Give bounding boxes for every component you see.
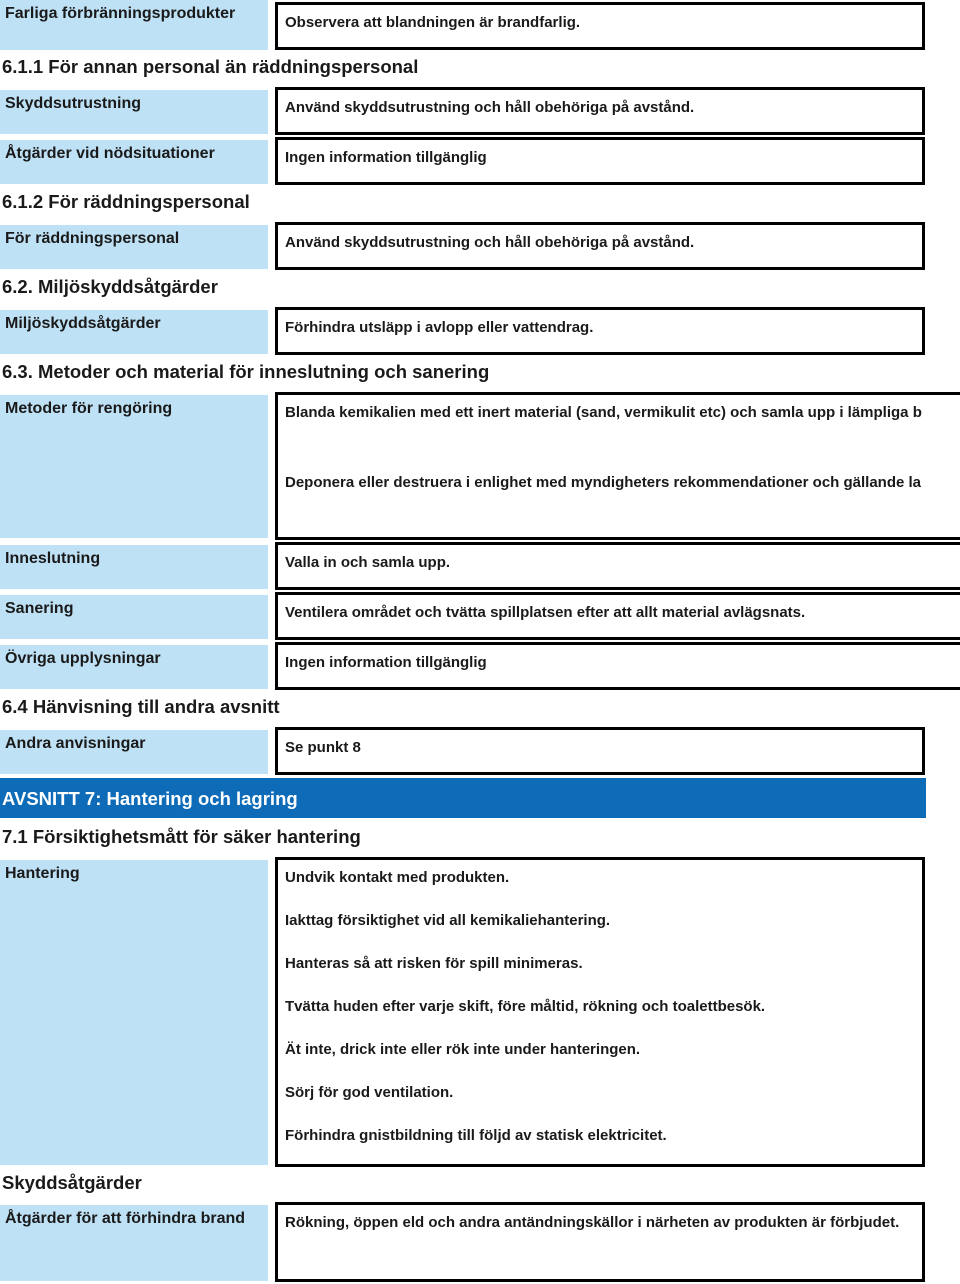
handling-line: Iakttag försiktighet vid all kemikaliehantering.	[285, 912, 611, 929]
handling-line: Förhindra gnistbildning till följd av statisk elektricitet.	[285, 1127, 667, 1144]
value-emergency-procedures: Ingen information tillgänglig	[275, 137, 925, 185]
value-handling	[275, 857, 925, 1167]
label-emergency-responders: För räddningspersonal	[0, 225, 268, 269]
label-containment: Inneslutning	[0, 545, 268, 589]
handling-line: Sörj för god ventilation.	[285, 1084, 454, 1101]
handling-line: Ät inte, drick inte eller rök inte under hanteringen.	[285, 1041, 641, 1058]
label-cleaning-methods-text: Metoder för rengöring	[5, 400, 173, 417]
cleaning-line-1: Blanda kemikalien med ett inert material (sand, vermikulit etc) och samla upp i lämpliga b	[285, 404, 922, 421]
handling-line: Undvik kontakt med produkten.	[285, 869, 510, 886]
heading-7-1: 7.1 Försiktighetsmått för säker hantering	[2, 826, 361, 847]
handling-line: Tvätta huden efter varje skift, före måltid, rökning och toalettbesök.	[285, 998, 766, 1015]
label-protective-equipment: Skyddsutrustning	[0, 90, 268, 134]
handling-line: Hanteras så att risken för spill minimeras.	[285, 955, 583, 972]
heading-6-3: 6.3. Metoder och material för inneslutning och sanering	[2, 361, 490, 382]
label-other-information: Övriga upplysningar	[0, 645, 268, 689]
label-sanitation: Sanering	[0, 595, 268, 639]
value-cleaning-methods	[275, 392, 960, 540]
heading-protective-measures: Skyddsåtgärder	[2, 1172, 142, 1193]
heading-6-1-1: 6.1.1 För annan personal än räddningspersonal	[2, 56, 419, 77]
value-containment: Valla in och samla upp.	[275, 542, 960, 590]
section-7-banner: AVSNITT 7: Hantering och lagring	[0, 778, 926, 818]
label-emergency-procedures: Åtgärder vid nödsituationer	[0, 140, 268, 184]
value-environmental-precautions: Förhindra utsläpp i avlopp eller vattendrag.	[275, 307, 925, 355]
value-other-references: Se punkt 8	[275, 727, 925, 775]
value-combustion-products: Observera att blandningen är brandfarlig.	[275, 2, 925, 50]
label-environmental-precautions: Miljöskyddsåtgärder	[0, 310, 268, 354]
cleaning-line-2: Deponera eller destruera i enlighet med myndigheters rekommendationer och gällande la	[285, 474, 922, 491]
heading-6-1-2: 6.1.2 För räddningspersonal	[2, 191, 250, 212]
value-protective-equipment: Använd skyddsutrustning och håll obehöriga på avstånd.	[275, 87, 925, 135]
value-emergency-responders: Använd skyddsutrustning och håll obehöriga på avstånd.	[275, 222, 925, 270]
label-handling	[0, 860, 268, 1165]
heading-6-2: 6.2. Miljöskyddsåtgärder	[2, 276, 218, 297]
value-fire-prevention: Rökning, öppen eld och andra antändningskällor i närheten av produkten är förbjudet.	[275, 1202, 925, 1282]
value-sanitation: Ventilera området och tvätta spillplatsen efter att allt material avlägsnats.	[275, 592, 960, 640]
value-other-information: Ingen information tillgänglig	[275, 642, 960, 690]
label-combustion-products: Farliga förbränningsprodukter	[0, 0, 268, 50]
label-fire-prevention: Åtgärder för att förhindra brand	[0, 1205, 268, 1281]
heading-6-4: 6.4 Hänvisning till andra avsnitt	[2, 696, 280, 717]
label-other-references: Andra anvisningar	[0, 730, 268, 774]
label-handling-text: Hantering	[5, 865, 80, 882]
label-cleaning-methods	[0, 395, 268, 538]
